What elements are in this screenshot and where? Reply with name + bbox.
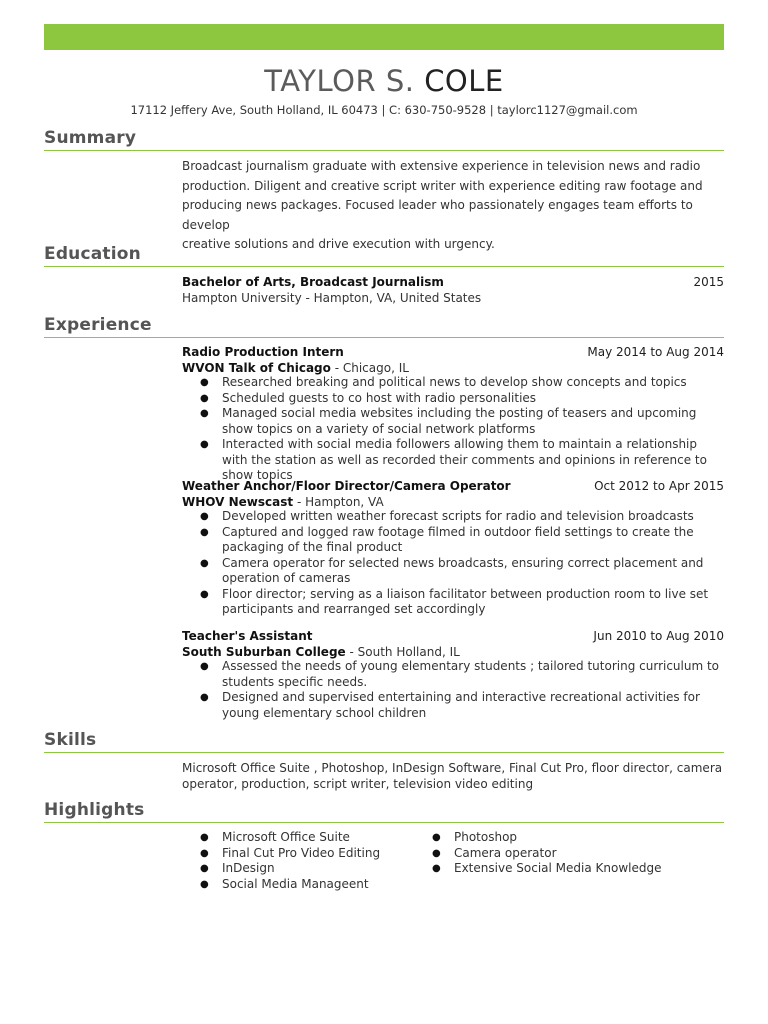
list-item: ● Researched breaking and political news to develop show concepts and topics <box>200 375 724 391</box>
name-first: TAYLOR S. <box>264 64 415 98</box>
job-bullets <box>200 659 724 721</box>
job-title-row <box>182 344 724 360</box>
job-dates: Jun 2010 to Aug 2010 <box>593 629 724 643</box>
experience-heading: Experience <box>44 315 152 335</box>
job-role: Radio Production Intern <box>182 345 344 359</box>
school: Hampton University - Hampton, VA, United States <box>182 291 482 305</box>
summary-line: production. Diligent and creative script writer with experience editing raw footage and <box>182 178 703 193</box>
job-location: - South Holland, IL <box>345 645 460 659</box>
list-item: ● Final Cut Pro Video Editing <box>200 846 430 862</box>
top-accent-bar <box>44 24 724 50</box>
summary-line: producing news packages. Focused leader who passionately engages team efforts to develop <box>182 198 693 232</box>
skills-text: Microsoft Office Suite , Photoshop, InDesign Software, Final Cut Pro, floor director, camera operator, production, script writer, television video editing <box>182 761 723 791</box>
list-item: ● Photoshop <box>432 830 722 846</box>
list-item: ● Floor director; serving as a liaison facilitator between production room to live set participants and rearranged set accordingly <box>200 587 724 618</box>
list-item: ● Interacted with social media followers allowing them to maintain a relationship with the station as well as recorded their comments and opinions in reference to show topics <box>200 437 724 484</box>
job-org: WVON Talk of Chicago <box>182 361 331 375</box>
graduation-year: 2015 <box>693 275 724 289</box>
highlights-heading: Highlights <box>44 800 145 820</box>
contact-line: 17112 Jeffery Ave, South Holland, IL 60473 | C: 630-750-9528 | taylorc1127@gmail.com <box>130 103 638 117</box>
summary-heading: Summary <box>44 128 137 148</box>
job-employer <box>182 360 724 376</box>
job-role: Weather Anchor/Floor Director/Camera Operator <box>182 479 511 493</box>
highlights-divider <box>44 822 724 823</box>
job-location: - Hampton, VA <box>293 495 384 509</box>
highlights-left-list <box>200 830 430 892</box>
list-item: ● Managed social media websites including the posting of teasers and upcoming show topics on a variety of social network platforms <box>200 406 724 437</box>
education-entry <box>182 274 724 290</box>
summary-text <box>182 157 712 255</box>
list-item: ● Camera operator for selected news broadcasts, ensuring correct placement and operation of cameras <box>200 556 724 587</box>
job-employer <box>182 644 724 660</box>
job-employer <box>182 494 724 510</box>
name-last: COLE <box>424 64 504 98</box>
highlights-right-list <box>432 830 722 877</box>
list-item: ● Microsoft Office Suite <box>200 830 430 846</box>
education-divider <box>44 266 724 267</box>
job-dates: May 2014 to Aug 2014 <box>587 345 724 359</box>
experience-divider <box>44 337 724 338</box>
list-item: ● Assessed the needs of young elementary students ; tailored tutoring curriculum to students specific needs. <box>200 659 724 690</box>
job-org: South Suburban College <box>182 645 346 659</box>
summary-line: creative solutions and drive execution with urgency. <box>182 237 495 251</box>
job-dates: Oct 2012 to Apr 2015 <box>594 479 724 493</box>
job-org: WHOV Newscast <box>182 495 294 509</box>
candidate-name <box>0 62 768 100</box>
summary-line: Broadcast journalism graduate with extensive experience in television news and radio <box>182 159 701 173</box>
degree: Bachelor of Arts, Broadcast Journalism <box>182 275 444 289</box>
list-item: ● Extensive Social Media Knowledge <box>432 861 722 877</box>
skills-heading: Skills <box>44 730 97 750</box>
job-location: - Chicago, IL <box>330 361 409 375</box>
job-bullets <box>200 509 724 618</box>
job-role: Teacher's Assistant <box>182 629 313 643</box>
job-title-row <box>182 628 724 644</box>
education-heading: Education <box>44 244 141 264</box>
list-item: ● Captured and logged raw footage filmed in outdoor field settings to create the packaging of the final product <box>200 525 724 556</box>
list-item: ● Designed and supervised entertaining and interactive recreational activities for young elementary school children <box>200 690 724 721</box>
job-bullets <box>200 375 724 484</box>
list-item: ● Social Media Manageent <box>200 877 430 893</box>
list-item: ● Developed written weather forecast scripts for radio and television broadcasts <box>200 509 724 525</box>
summary-divider <box>44 150 724 151</box>
skills-divider <box>44 752 724 753</box>
job-title-row <box>182 478 724 494</box>
list-item: ● Scheduled guests to co host with radio personalities <box>200 391 724 407</box>
list-item: ● InDesign <box>200 861 430 877</box>
list-item: ● Camera operator <box>432 846 722 862</box>
